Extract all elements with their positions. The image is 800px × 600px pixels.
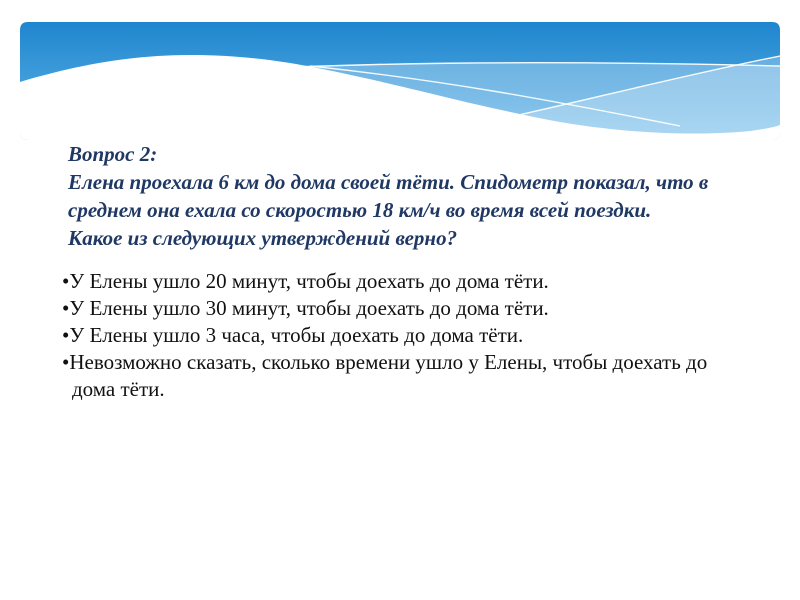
question-line-1: Елена проехала 6 км до дома своей тёти. Спидометр показал, что в xyxy=(68,170,709,194)
answer-option-3 xyxy=(62,322,754,349)
answer-list xyxy=(62,268,754,403)
header-wave-banner xyxy=(20,22,780,140)
answer-text: У Елены ушло 20 минут, чтобы доехать до дома тёти. xyxy=(69,269,549,293)
question-line-2: среднем она ехала со скоростью 18 км/ч во время всей поездки. xyxy=(68,198,652,222)
wave-graphic xyxy=(20,22,780,140)
answer-option-1 xyxy=(62,268,754,295)
question-line-3: Какое из следующих утверждений верно? xyxy=(68,226,458,250)
bullet-marker: • xyxy=(62,350,70,374)
answer-text: У Елены ушло 3 часа, чтобы доехать до дома тёти. xyxy=(69,323,524,347)
question-title: Вопрос 2: xyxy=(68,142,158,166)
bullet-marker: • xyxy=(62,296,70,320)
answer-option-2 xyxy=(62,295,754,322)
bullet-marker: • xyxy=(62,269,70,293)
answer-text: У Елены ушло 30 минут, чтобы доехать до дома тёти. xyxy=(69,296,549,320)
bullet-marker: • xyxy=(62,323,70,347)
question-block xyxy=(68,140,758,252)
answer-option-4 xyxy=(62,349,754,403)
answer-text: Невозможно сказать, сколько времени ушло у Елены, чтобы доехать до дома тёти. xyxy=(69,350,708,401)
